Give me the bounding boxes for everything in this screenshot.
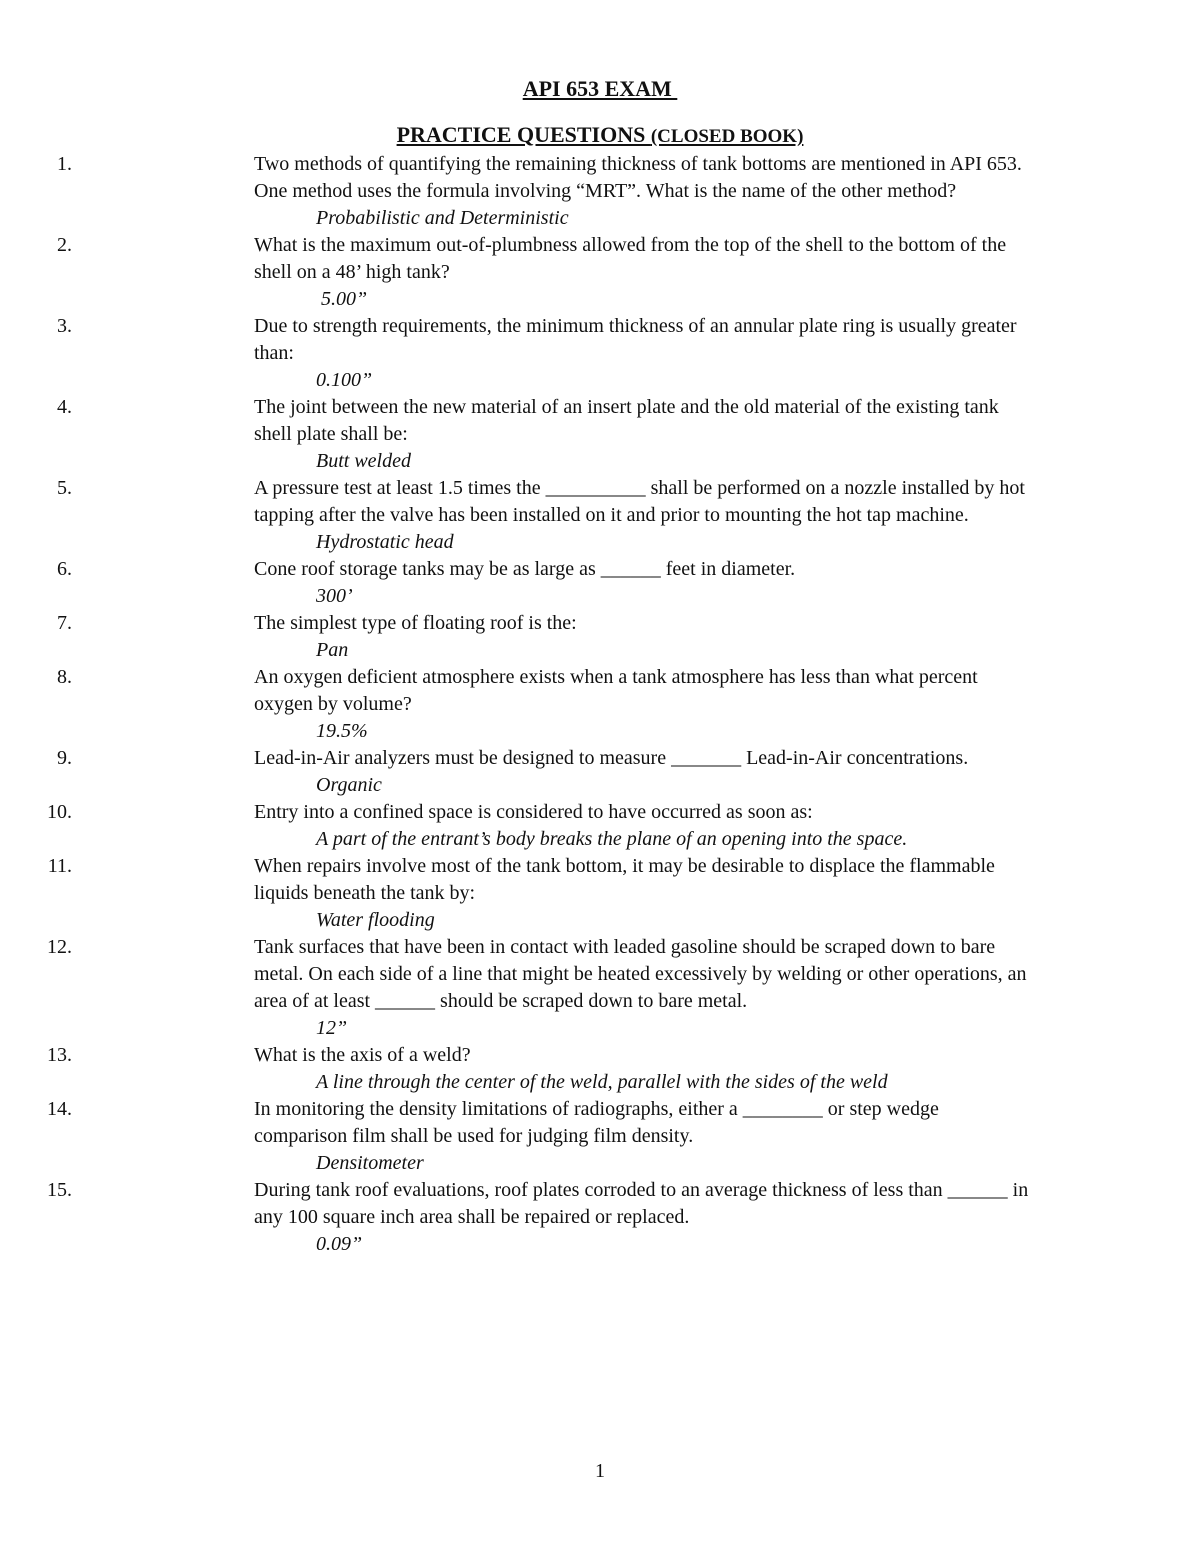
question-number: 13.: [47, 1044, 72, 1066]
question-text: A pressure test at least 1.5 times the __________ shall be performed on a nozzle installed by hot tapping after the valve has been installed on it and prior to mounting the hot tap machine.: [254, 477, 1025, 526]
question-text: The joint between the new material of an insert plate and the old material of the existing tank shell plate shall be:: [254, 396, 999, 445]
subtitle-main: PRACTICE QUESTIONS: [396, 122, 651, 147]
question-answer: Organic: [316, 774, 382, 796]
question-answer: A line through the center of the weld, parallel with the sides of the weld: [316, 1071, 888, 1093]
question-text: An oxygen deficient atmosphere exists when a tank atmosphere has less than what percent oxygen by volume?: [254, 666, 978, 715]
question-number: 12.: [47, 936, 72, 958]
question-text: During tank roof evaluations, roof plates corroded to an average thickness of less than ______ in any 100 square inch area shall be repaired or replaced.: [254, 1179, 1029, 1228]
question-answer: Butt welded: [316, 450, 411, 472]
question-item-8: [0, 664, 1034, 745]
subtitle-paren: (CLOSED BOOK): [650, 126, 804, 147]
question-number: 5.: [57, 477, 72, 499]
question-answer: 5.00”: [316, 288, 368, 310]
question-answer: 0.100”: [316, 369, 373, 391]
question-item-7: [0, 610, 1034, 664]
question-item-3: [0, 313, 1034, 394]
question-number: 9.: [57, 747, 72, 769]
question-number: 11.: [47, 855, 72, 877]
question-answer: Pan: [316, 639, 349, 661]
question-item-13: [0, 1042, 1034, 1096]
question-text: Entry into a confined space is considered to have occurred as soon as:: [254, 801, 813, 823]
question-text: Two methods of quantifying the remaining thickness of tank bottoms are mentioned in API 653. One method uses the formula involving “MRT”. What is the name of the other method?: [254, 153, 1022, 202]
question-item-5: [0, 475, 1034, 556]
question-text: In monitoring the density limitations of radiographs, either a ________ or step wedge comparison film shall be used for judging film density.: [254, 1098, 939, 1147]
question-answer: A part of the entrant’s body breaks the plane of an opening into the space.: [316, 828, 908, 850]
question-text: Lead-in-Air analyzers must be designed to measure _______ Lead-in-Air concentrations.: [254, 747, 969, 769]
question-item-14: [0, 1096, 1034, 1177]
question-item-9: [0, 745, 1034, 799]
document-subtitle: [0, 122, 1200, 150]
question-item-11: [0, 853, 1034, 934]
question-text: The simplest type of floating roof is the:: [254, 612, 577, 634]
question-item-15: [0, 1177, 1034, 1258]
question-item-2: [0, 232, 1034, 313]
question-number: 4.: [57, 396, 72, 418]
question-answer: 19.5%: [316, 720, 368, 742]
question-answer: 12”: [316, 1017, 348, 1039]
page-number: 1: [595, 1460, 605, 1482]
question-item-10: [0, 799, 1034, 853]
question-answer: 0.09”: [316, 1233, 363, 1255]
question-number: 8.: [57, 666, 72, 688]
question-number: 1.: [57, 153, 72, 175]
question-number: 3.: [57, 315, 72, 337]
question-item-1: [0, 151, 1034, 232]
question-answer: Probabilistic and Deterministic: [316, 207, 569, 229]
question-item-12: [0, 934, 1034, 1042]
question-item-6: [0, 556, 1034, 610]
question-number: 14.: [47, 1098, 72, 1120]
question-answer: Hydrostatic head: [316, 531, 454, 553]
question-text: What is the maximum out-of-plumbness allowed from the top of the shell to the bottom of the shell on a 48’ high tank?: [254, 234, 1007, 283]
question-number: 6.: [57, 558, 72, 580]
document-title: API 653 EXAM: [522, 76, 678, 101]
question-list: [0, 151, 1200, 1258]
question-text: When repairs involve most of the tank bottom, it may be desirable to displace the flammable liquids beneath the tank by:: [254, 855, 995, 904]
question-text: Tank surfaces that have been in contact with leaded gasoline should be scraped down to bare metal. On each side of a line that might be heated excessively by welding or other operations, an area of at least ______ should be scraped down to bare metal.: [254, 936, 1027, 1012]
question-answer: 300’: [316, 585, 353, 607]
question-number: 7.: [57, 612, 72, 634]
question-text: Due to strength requirements, the minimum thickness of an annular plate ring is usually greater than:: [254, 315, 1017, 364]
question-text: Cone roof storage tanks may be as large as ______ feet in diameter.: [254, 558, 796, 580]
question-number: 2.: [57, 234, 72, 256]
question-number: 15.: [47, 1179, 72, 1201]
question-answer: Densitometer: [316, 1152, 424, 1174]
question-answer: Water flooding: [316, 909, 435, 931]
question-item-4: [0, 394, 1034, 475]
question-text: What is the axis of a weld?: [254, 1044, 471, 1066]
question-number: 10.: [47, 801, 72, 823]
